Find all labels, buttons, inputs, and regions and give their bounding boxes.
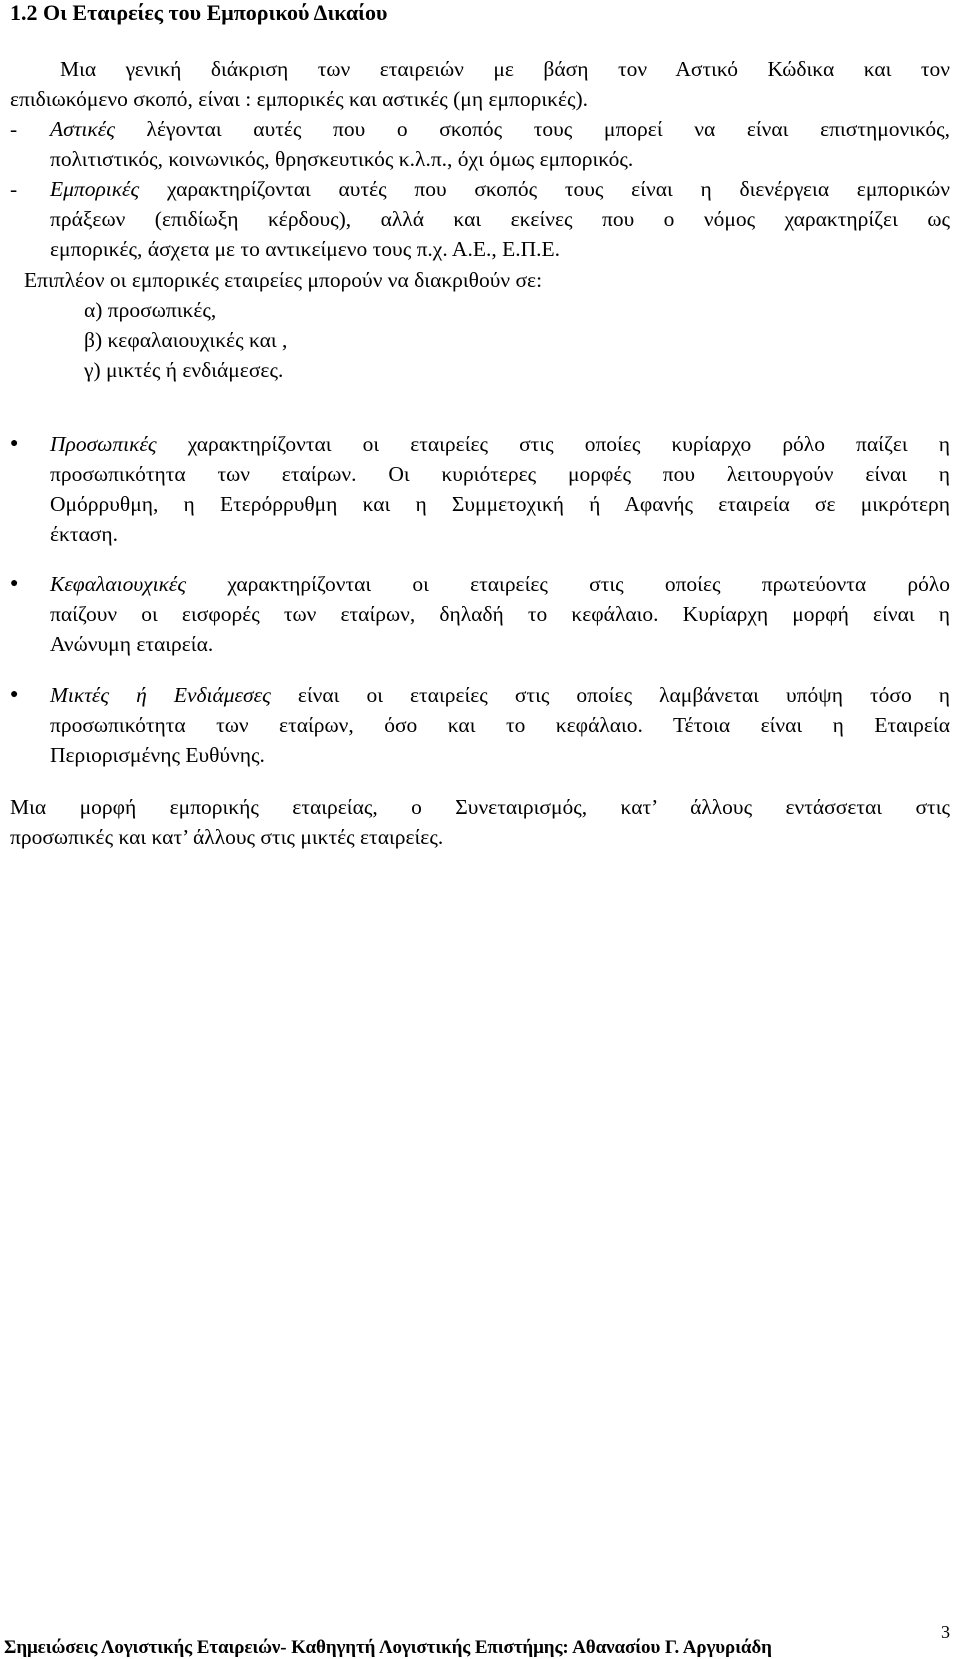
page-number: 3 xyxy=(941,1622,950,1642)
bullet-line xyxy=(50,429,950,459)
term-civil: Αστικές xyxy=(50,117,115,141)
closing-line-1: Μια μορφή εμπορικής εταιρείας, ο Συνεταιρισμός, κατ’ άλλους εντάσσεται στις xyxy=(10,795,950,819)
bullet-line: προσωπικότητα των εταίρων, όσο και το κεφάλαιο. Τέτοια είναι η Εταιρεία xyxy=(50,713,950,737)
bullet-icon: ● xyxy=(10,687,19,702)
bullet-icon: ● xyxy=(10,576,19,591)
bullet-line: προσωπικότητα των εταίρων. Οι κυριότερες μορφές που λειτουργούν είναι η xyxy=(50,462,950,486)
dash-marker: - xyxy=(10,117,18,141)
bullet-line: Ομόρρυθμη, η Ετερόρρυθμη και η Συμμετοχική ή Αφανής εταιρεία σε μικρότερη xyxy=(50,492,950,516)
closing-paragraph xyxy=(10,792,950,852)
category-item: γ) μικτές ή ενδιάμεσες. xyxy=(84,358,284,382)
bullet-line xyxy=(50,680,950,710)
dash-item-line: πράξεων (επιδίωξη κέρδους), αλλά και εκείνες που ο νόμος χαρακτηρίζει ως xyxy=(50,207,950,231)
bullet-item-capital xyxy=(0,569,950,659)
dash-item-commercial xyxy=(0,174,950,264)
bullet-line: έκταση. xyxy=(50,522,118,546)
term-mixed: Μικτές ή Ενδιάμεσες xyxy=(50,683,271,707)
dash-item-line xyxy=(50,174,950,204)
dash-item-line: εμπορικές, άσχετα με το αντικείμενο τους π.χ. Α.Ε., Ε.Π.Ε. xyxy=(50,237,560,261)
dash-item-civil xyxy=(0,114,950,174)
closing-line-2: προσωπικές και κατ’ άλλους στις μικτές εταιρείες. xyxy=(10,825,444,849)
intro-paragraph xyxy=(10,54,950,114)
dash-item-line: πολιτιστικός, κοινωνικός, θρησκευτικός κ.λ.π., όχι όμως εμπορικός. xyxy=(50,147,634,171)
term-commercial: Εμπορικές xyxy=(50,177,140,201)
page-footer: Σημειώσεις Λογιστικής Εταιρειών- Καθηγητή Λογιστικής Επιστήμης: Αθανασίου Γ. Αργυριάδη xyxy=(4,1637,772,1658)
section-heading: 1.2 Οι Εταιρείες του Εμπορικού Δικαίου xyxy=(10,0,388,25)
dash-item-text: χαρακτηρίζονται αυτές που σκοπός τους είναι η διενέργεια εμπορικών xyxy=(139,177,950,201)
bullet-item-personal xyxy=(0,429,950,549)
intro-line-1: Μια γενική διάκριση των εταιρειών με βάση τον Αστικό Κώδικα και τον xyxy=(60,57,950,81)
categories-lead: Επιπλέον οι εμπορικές εταιρείες μπορούν να διακριθούν σε: xyxy=(24,268,543,292)
dash-item-line xyxy=(50,114,950,144)
bullet-text: χαρακτηρίζονται οι εταιρείες στις οποίες κυρίαρχο ρόλο παίζει η xyxy=(156,432,950,456)
bullet-line: Περιορισμένης Ευθύνης. xyxy=(50,743,265,767)
bullet-text: είναι οι εταιρείες στις οποίες λαμβάνεται υπόψη τόσο η xyxy=(270,683,950,707)
category-item: β) κεφαλαιουχικές και , xyxy=(84,328,288,352)
bullet-line xyxy=(50,569,950,599)
bullet-line: Ανώνυμη εταιρεία. xyxy=(50,632,214,656)
dash-item-text: λέγονται αυτές που ο σκοπός τους μπορεί να είναι επιστημονικός, xyxy=(114,117,950,141)
intro-line-2: επιδιωκόμενο σκοπό, είναι : εμπορικές και αστικές (μη εμπορικές). xyxy=(10,87,589,111)
term-capital: Κεφαλαιουχικές xyxy=(50,572,187,596)
dash-marker: - xyxy=(10,177,18,201)
category-item: α) προσωπικές, xyxy=(84,298,217,322)
bullet-item-mixed xyxy=(0,680,950,770)
categories-block xyxy=(24,265,924,385)
bullet-text: χαρακτηρίζονται οι εταιρείες στις οποίες πρωτεύοντα ρόλο xyxy=(186,572,950,596)
bullet-icon: ● xyxy=(10,436,19,451)
bullet-line: παίζουν οι εισφορές των εταίρων, δηλαδή το κεφάλαιο. Κυρίαρχη μορφή είναι η xyxy=(50,602,950,626)
term-personal: Προσωπικές xyxy=(50,432,157,456)
